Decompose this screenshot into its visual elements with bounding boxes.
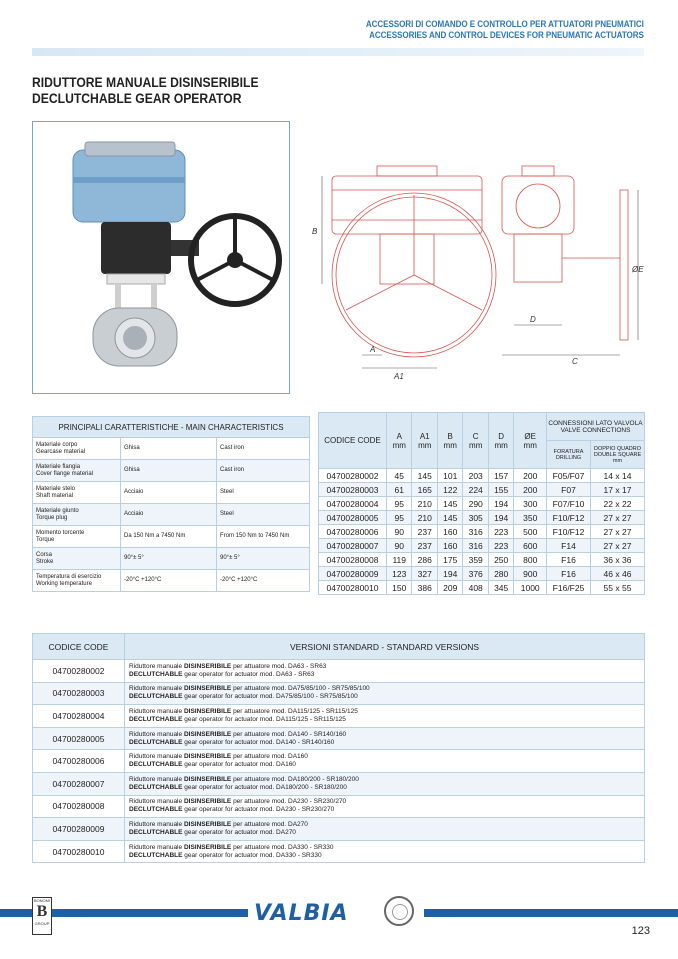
dimensions-cell: 175: [437, 553, 462, 567]
dimensions-cell: 160: [437, 539, 462, 553]
dim-label-a: A: [370, 345, 376, 354]
version-code: 04700280008: [33, 795, 125, 818]
dimensions-cell: 145: [437, 511, 462, 525]
dimensions-cell: 209: [437, 581, 462, 595]
dimensions-cell: 160: [437, 525, 462, 539]
dimensions-cell: 316: [463, 539, 488, 553]
dimensions-cell: 350: [514, 511, 547, 525]
dimensions-cell: 45: [387, 469, 412, 483]
characteristic-value-en: Steel: [217, 482, 310, 504]
version-code: 04700280003: [33, 682, 125, 705]
version-desc-en: DECLUTCHABLE gear operator for actuator mod. DA140 - SR140/160: [129, 738, 335, 746]
dimensions-cell: 223: [488, 525, 513, 539]
title-it: RIDUTTORE MANUALE DISINSERIBILE: [32, 75, 259, 90]
version-desc-it: Riduttore manuale DISINSERIBILE per attuatore mod. DA330 - SR330: [129, 843, 334, 851]
characteristic-value-en: From 150 Nm to 7450 Nm: [217, 526, 310, 548]
dimensions-cell: 300: [514, 497, 547, 511]
dimensions-cell: 123: [387, 567, 412, 581]
dimensions-cell: 316: [463, 525, 488, 539]
characteristic-value-en: Cast iron: [217, 438, 310, 460]
dimensions-cell: 500: [514, 525, 547, 539]
version-desc-it: Riduttore manuale DISINSERIBILE per attuatore mod. DA160: [129, 753, 308, 761]
version-code: 04700280002: [33, 660, 125, 683]
dimensions-row: [319, 567, 645, 581]
col-a: A mm: [387, 413, 412, 469]
header-line-en: ACCESSORIES AND CONTROL DEVICES FOR PNEUMATIC ACTUATORS: [369, 30, 644, 40]
characteristic-value-it: -20°C +120°C: [121, 570, 217, 592]
dimensions-cell: 17 x 17: [591, 483, 645, 497]
version-row: [33, 818, 645, 841]
characteristics-row: [33, 526, 310, 548]
dimensions-row: [319, 553, 645, 567]
version-desc-it: Riduttore manuale DISINSERIBILE per attuatore mod. DA140 - SR140/160: [129, 730, 347, 738]
version-row: [33, 660, 645, 683]
characteristic-value-en: Steel: [217, 504, 310, 526]
dimensions-cell: 46 x 46: [591, 567, 645, 581]
version-code: 04700280006: [33, 750, 125, 773]
dimensions-cell: 800: [514, 553, 547, 567]
dimensions-cell: F14: [547, 539, 591, 553]
certification-seal-icon: [384, 896, 414, 926]
version-row: [33, 840, 645, 863]
version-description: [125, 682, 645, 705]
characteristic-value-it: Acciaio: [121, 504, 217, 526]
version-row: [33, 682, 645, 705]
col-d: D mm: [488, 413, 513, 469]
characteristic-value-en: -20°C +120°C: [217, 570, 310, 592]
dimensions-row: [319, 483, 645, 497]
dimensions-cell: F07/F10: [547, 497, 591, 511]
version-description: [125, 660, 645, 683]
dimensions-cell: 22 x 22: [591, 497, 645, 511]
characteristic-value-it: 90°± 5°: [121, 548, 217, 570]
dimensions-cell: 286: [412, 553, 437, 567]
version-desc-it: Riduttore manuale DISINSERIBILE per attuatore mod. DA180/200 - SR180/200: [129, 775, 359, 783]
version-desc-en: DECLUTCHABLE gear operator for actuator mod. DA270: [129, 828, 296, 836]
dimensions-cell: 101: [437, 469, 462, 483]
dimensions-cell: 359: [463, 553, 488, 567]
dimensions-cell: 04700280005: [319, 511, 387, 525]
dimensions-cell: 04700280008: [319, 553, 387, 567]
dimensions-cell: 27 x 27: [591, 525, 645, 539]
dimensions-cell: 04700280004: [319, 497, 387, 511]
dimensions-cell: 90: [387, 525, 412, 539]
version-desc-it: Riduttore manuale DISINSERIBILE per attuatore mod. DA270: [129, 820, 308, 828]
characteristics-row: [33, 504, 310, 526]
dimensions-cell: 386: [412, 581, 437, 595]
dimensions-cell: 155: [488, 483, 513, 497]
version-desc-en: DECLUTCHABLE gear operator for actuator mod. DA230 - SR230/270: [129, 806, 335, 814]
version-desc-it: Riduttore manuale DISINSERIBILE per attuatore mod. DA115/125 - SR115/125: [129, 707, 358, 715]
dimensions-cell: 55 x 55: [591, 581, 645, 595]
characteristics-row: [33, 460, 310, 482]
dimensions-cell: 327: [412, 567, 437, 581]
versions-table: [32, 633, 645, 863]
col-a1: A1 mm: [412, 413, 437, 469]
version-description: [125, 840, 645, 863]
dimensions-cell: 194: [437, 567, 462, 581]
brand-logo: VALBIA: [254, 901, 349, 926]
characteristics-row: [33, 548, 310, 570]
dimensions-cell: F07: [547, 483, 591, 497]
dimensions-cell: 200: [514, 483, 547, 497]
dimensions-row: [319, 581, 645, 595]
dim-label-d: D: [530, 315, 536, 324]
version-desc-en: DECLUTCHABLE gear operator for actuator mod. DA180/200 - SR180/200: [129, 783, 347, 791]
characteristic-value-it: Da 150 Nm a 7450 Nm: [121, 526, 217, 548]
col-oe: ØE mm: [514, 413, 547, 469]
version-row: [33, 727, 645, 750]
dimensions-cell: 200: [514, 469, 547, 483]
dimensions-cell: 210: [412, 497, 437, 511]
page-header: [366, 19, 644, 41]
dimensions-cell: 95: [387, 497, 412, 511]
dimensions-cell: 250: [488, 553, 513, 567]
dimensions-row: [319, 539, 645, 553]
dimensions-cell: 224: [463, 483, 488, 497]
version-desc-en: DECLUTCHABLE gear operator for actuator mod. DA115/125 - SR115/125: [129, 715, 346, 723]
col-square: DOPPIO QUADRO DOUBLE SQUARE mm: [591, 441, 645, 469]
characteristic-value-en: Cast iron: [217, 460, 310, 482]
version-code: 04700280010: [33, 840, 125, 863]
version-desc-en: DECLUTCHABLE gear operator for actuator mod. DA75/85/100 - SR75/85/100: [129, 693, 358, 701]
dimensions-cell: 04700280007: [319, 539, 387, 553]
dimensions-cell: 237: [412, 525, 437, 539]
characteristic-value-it: Ghisa: [121, 460, 217, 482]
dimensions-table: [318, 412, 645, 595]
version-description: [125, 818, 645, 841]
characteristics-row: [33, 570, 310, 592]
gear-operator-illustration: [33, 122, 290, 394]
characteristic-label: Corsa Stroke: [33, 548, 121, 570]
dimensions-row: [319, 525, 645, 539]
dimensions-cell: 04700280006: [319, 525, 387, 539]
characteristic-value-en: 90°± 5°: [217, 548, 310, 570]
product-photo: [32, 121, 290, 394]
dimensions-cell: F16: [547, 553, 591, 567]
dimensions-cell: 27 x 27: [591, 539, 645, 553]
characteristic-label: Materiale corpo Gearcase material: [33, 438, 121, 460]
version-desc-it: Riduttore manuale DISINSERIBILE per attuatore mod. DA230 - SR230/270: [129, 798, 347, 806]
version-desc-en: DECLUTCHABLE gear operator for actuator mod. DA63 - SR63: [129, 670, 315, 678]
dimensions-cell: 900: [514, 567, 547, 581]
dimensions-cell: 122: [437, 483, 462, 497]
col-c: C mm: [463, 413, 488, 469]
dimensions-cell: 280: [488, 567, 513, 581]
dimensions-cell: 345: [488, 581, 513, 595]
dimensions-cell: 145: [437, 497, 462, 511]
characteristic-label: Materiale stelo Shaft material: [33, 482, 121, 504]
dimensions-cell: 305: [463, 511, 488, 525]
version-row: [33, 705, 645, 728]
dimensions-row: [319, 511, 645, 525]
characteristic-label: Temperatura di esercizio Working temperature: [33, 570, 121, 592]
dimensions-cell: 408: [463, 581, 488, 595]
version-description: [125, 772, 645, 795]
version-row: [33, 795, 645, 818]
title-en: DECLUTCHABLE GEAR OPERATOR: [32, 91, 242, 106]
version-description: [125, 705, 645, 728]
version-code: 04700280004: [33, 705, 125, 728]
dimensions-cell: F05/F07: [547, 469, 591, 483]
dimensions-cell: 90: [387, 539, 412, 553]
versions-col-desc: VERSIONI STANDARD - STANDARD VERSIONS: [125, 634, 645, 660]
col-drilling: FORATURA DRILLING: [547, 441, 591, 469]
version-desc-en: DECLUTCHABLE gear operator for actuator mod. DA160: [129, 761, 296, 769]
dimensions-cell: 290: [463, 497, 488, 511]
characteristic-label: Materiale flangia Cover flange material: [33, 460, 121, 482]
dimensions-cell: 04700280009: [319, 567, 387, 581]
dimensions-cell: 95: [387, 511, 412, 525]
dimensions-cell: F16: [547, 567, 591, 581]
dimensions-cell: 150: [387, 581, 412, 595]
versions-col-code: CODICE CODE: [33, 634, 125, 660]
dimensions-cell: 61: [387, 483, 412, 497]
dimensions-cell: 237: [412, 539, 437, 553]
dimensions-cell: 223: [488, 539, 513, 553]
dimensions-cell: 600: [514, 539, 547, 553]
dimensions-cell: 194: [488, 511, 513, 525]
group-logo: BONOMI B GROUP: [32, 897, 52, 935]
col-b: B mm: [437, 413, 462, 469]
version-row: [33, 750, 645, 773]
dimensions-cell: 04700280010: [319, 581, 387, 595]
col-code: CODICE CODE: [319, 413, 387, 469]
dimensions-cell: 1000: [514, 581, 547, 595]
dimensions-cell: F10/F12: [547, 525, 591, 539]
characteristic-value-it: Ghisa: [121, 438, 217, 460]
header-line-it: ACCESSORI DI COMANDO E CONTROLLO PER ATTUATORI PNEUMATICI: [366, 19, 644, 29]
version-code: 04700280009: [33, 818, 125, 841]
page-title: [32, 75, 259, 107]
version-description: [125, 727, 645, 750]
dimensions-cell: 376: [463, 567, 488, 581]
dimensions-cell: 04700280003: [319, 483, 387, 497]
dimensions-cell: 36 x 36: [591, 553, 645, 567]
version-desc-it: Riduttore manuale DISINSERIBILE per attuatore mod. DA63 - SR63: [129, 662, 327, 670]
version-description: [125, 750, 645, 773]
dimensions-cell: 194: [488, 497, 513, 511]
characteristics-row: [33, 482, 310, 504]
dimensions-cell: F10/F12: [547, 511, 591, 525]
version-desc-en: DECLUTCHABLE gear operator for actuator mod. DA330 - SR330: [129, 851, 322, 859]
dimensions-cell: 203: [463, 469, 488, 483]
dimensions-cell: 145: [412, 469, 437, 483]
version-code: 04700280005: [33, 727, 125, 750]
dim-label-c: C: [572, 357, 578, 366]
dimensions-cell: 04700280002: [319, 469, 387, 483]
version-row: [33, 772, 645, 795]
version-code: 04700280007: [33, 772, 125, 795]
dimensions-cell: 27 x 27: [591, 511, 645, 525]
version-desc-it: Riduttore manuale DISINSERIBILE per attuatore mod. DA75/85/100 - SR75/85/100: [129, 685, 370, 693]
technical-drawing: [302, 150, 647, 390]
dimensions-cell: 119: [387, 553, 412, 567]
header-band: [32, 48, 644, 56]
characteristics-row: [33, 438, 310, 460]
characteristic-value-it: Acciaio: [121, 482, 217, 504]
dimensions-cell: 157: [488, 469, 513, 483]
characteristics-header: PRINCIPALI CARATTERISTICHE - MAIN CHARACTERISTICS: [33, 417, 310, 438]
dimensions-cell: 210: [412, 511, 437, 525]
version-description: [125, 795, 645, 818]
page-number: 123: [631, 925, 650, 937]
dimensions-cell: 165: [412, 483, 437, 497]
dimensions-row: [319, 497, 645, 511]
dim-label-oe: ØE: [632, 265, 644, 274]
col-connections: CONNESSIONI LATO VALVOLA VALVE CONNECTIONS: [547, 413, 645, 441]
dim-label-a1: A1: [394, 372, 404, 381]
dim-label-b: B: [312, 227, 318, 236]
dimensions-cell: 14 x 14: [591, 469, 645, 483]
characteristic-label: Momento torcente Torque: [33, 526, 121, 548]
dimensions-row: [319, 469, 645, 483]
characteristics-table: [32, 416, 310, 592]
dimensions-cell: F16/F25: [547, 581, 591, 595]
characteristic-label: Materiale giunto Torque plug: [33, 504, 121, 526]
